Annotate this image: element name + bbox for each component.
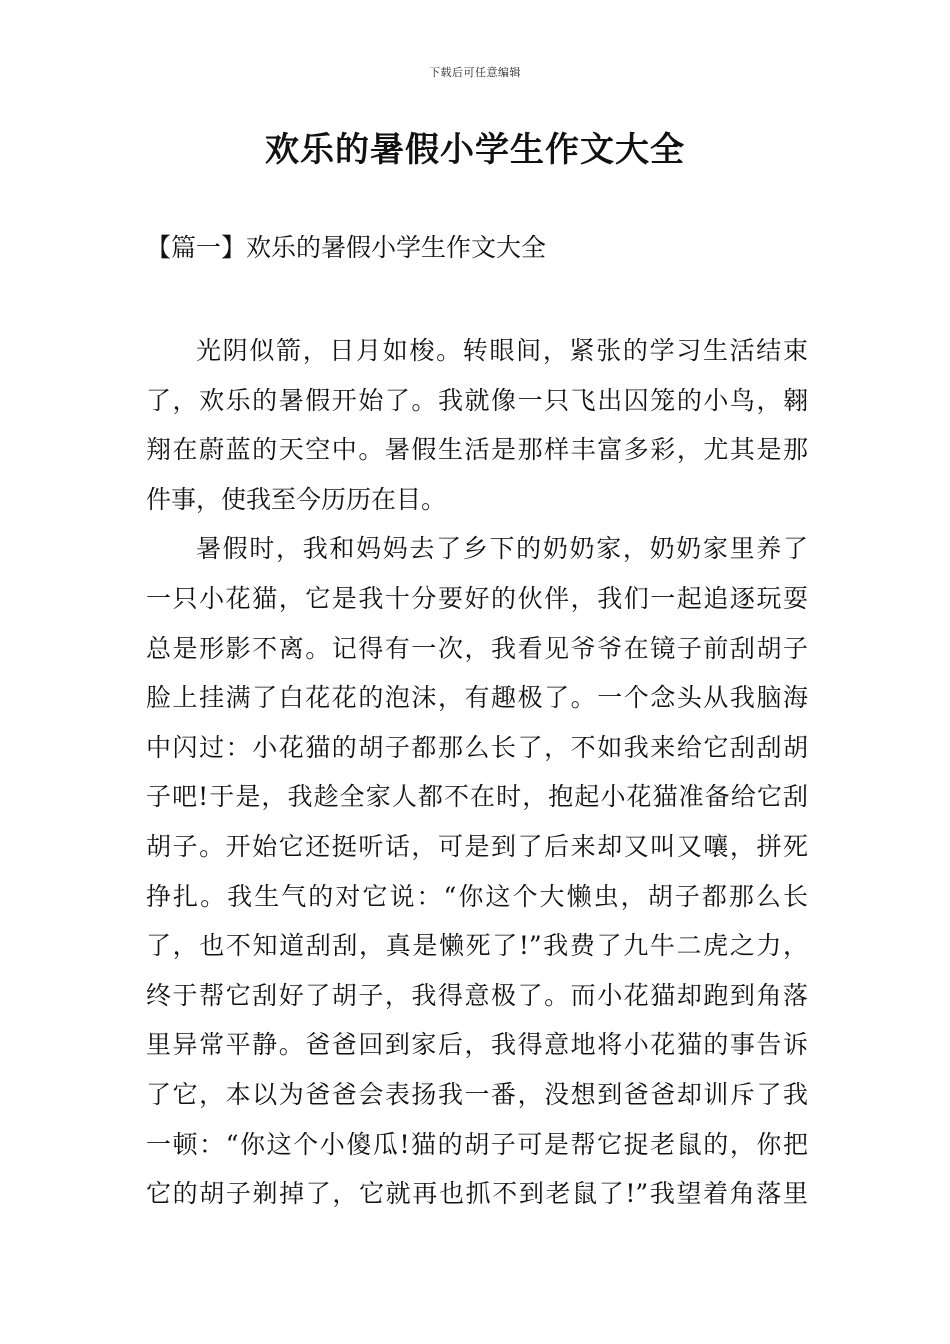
paragraph-line: 了，也不知道刮刮，真是懒死了!”我费了九牛二虎之力，: [146, 931, 808, 961]
paragraph-line: 一只小花猫，它是我十分要好的伙伴，我们一起追逐玩耍: [146, 583, 808, 613]
paragraph-line: 挣扎。我生气的对它说：“你这个大懒虫，胡子都那么长: [146, 881, 808, 911]
paragraph-line: 了它，本以为爸爸会表扬我一番，没想到爸爸却训斥了我: [146, 1079, 808, 1109]
section-heading: 【篇一】欢乐的暑假小学生作文大全: [146, 233, 547, 262]
paragraph-line: 中闪过：小花猫的胡子都那么长了，不如我来给它刮刮胡: [146, 732, 808, 762]
paragraph-line: 胡子。开始它还挺听话，可是到了后来却又叫又嚷，拼死: [146, 831, 808, 861]
paragraph-line: 总是形影不离。记得有一次，我看见爷爷在镜子前刮胡子: [146, 633, 808, 663]
paragraph-line: 了，欢乐的暑假开始了。我就像一只飞出囚笼的小鸟，翱: [146, 385, 808, 415]
body-text: [146, 326, 808, 1219]
paragraph-line: 一顿：“你这个小傻瓜!猫的胡子可是帮它捉老鼠的，你把: [146, 1129, 808, 1159]
paragraph-line: 件事，使我至今历历在目。: [146, 484, 447, 514]
paragraph-line: 光阴似箭，日月如梭。转眼间，紧张的学习生活结束: [196, 336, 808, 365]
header-note: 下载后可任意编辑: [429, 66, 521, 79]
paragraph-line: 它的胡子剃掉了，它就再也抓不到老鼠了!”我望着角落里: [146, 1179, 808, 1209]
paragraph-line: 终于帮它刮好了胡子，我得意极了。而小花猫却跑到角落: [146, 980, 808, 1010]
paragraph-line: 脸上挂满了白花花的泡沫，有趣极了。一个念头从我脑海: [146, 683, 808, 713]
document-title: 欢乐的暑假小学生作文大全: [265, 130, 685, 170]
paragraph-line: 翔在蔚蓝的天空中。暑假生活是那样丰富多彩，尤其是那: [146, 435, 808, 465]
paragraph-line: 子吧!于是，我趁全家人都不在时，抱起小花猫准备给它刮: [146, 782, 808, 812]
paragraph-line: 里异常平静。爸爸回到家后，我得意地将小花猫的事告诉: [146, 1030, 808, 1060]
paragraph-line: 暑假时，我和妈妈去了乡下的奶奶家，奶奶家里养了: [196, 534, 808, 564]
